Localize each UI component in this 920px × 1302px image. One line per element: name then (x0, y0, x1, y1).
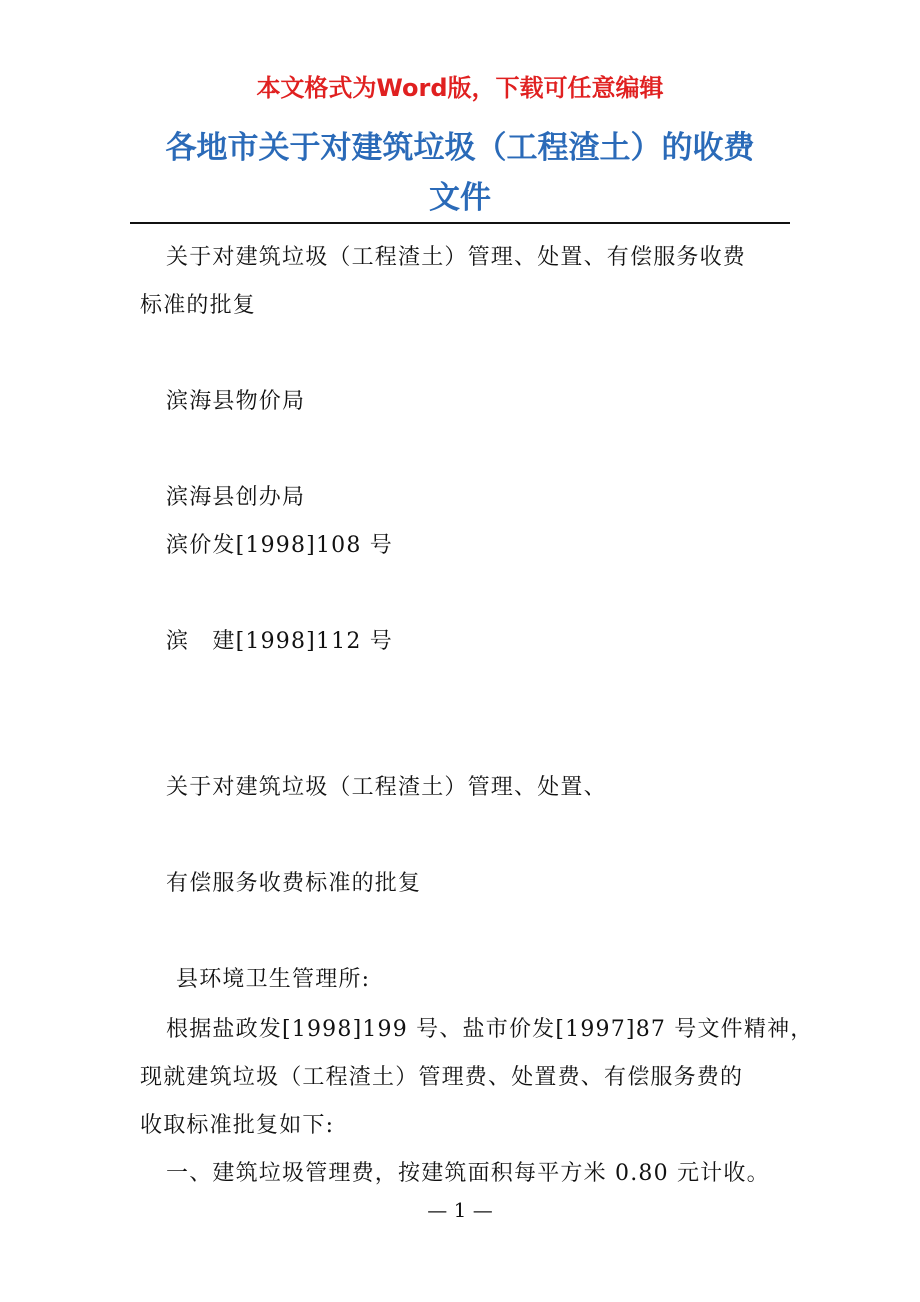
body-line-doc-number-1: 滨价发[1998]108 号 (166, 533, 393, 558)
download-banner: 本文格式为Word版，下载可任意编辑 (256, 74, 664, 102)
body-line-paragraph-1: 根据盐政发[1998]199 号、盐市价发[1997]87 号文件精神， (166, 1017, 814, 1042)
body-line-addressee: 县环境卫生管理所: (176, 967, 371, 992)
document-title-line-1: 各地市关于对建筑垃圾（工程渣土）的收费 (165, 130, 755, 166)
body-line-subject-cont: 标准的批复 (140, 293, 257, 318)
body-line-heading-1: 关于对建筑垃圾（工程渣土）管理、处置、 (166, 775, 607, 800)
title-divider (130, 222, 790, 224)
body-line-paragraph-2: 现就建筑垃圾（工程渣土）管理费、处置费、有偿服务费的 (140, 1065, 744, 1090)
body-line-doc-number-2: 滨 建[1998]112 号 (166, 629, 393, 654)
body-line-issuer-2: 滨海县创办局 (166, 485, 306, 510)
body-line-heading-2: 有偿服务收费标准的批复 (166, 871, 422, 896)
document-title-line-2: 文件 (429, 180, 491, 216)
body-line-item-1: 一、建筑垃圾管理费，按建筑面积每平方米 0.80 元计收。 (166, 1161, 770, 1186)
body-line-paragraph-3: 收取标准批复如下: (140, 1113, 335, 1138)
body-line-subject: 关于对建筑垃圾（工程渣土）管理、处置、有偿服务收费 (166, 245, 747, 270)
page-number: — 1 — (427, 1198, 493, 1222)
body-line-issuer-1: 滨海县物价局 (166, 389, 306, 414)
